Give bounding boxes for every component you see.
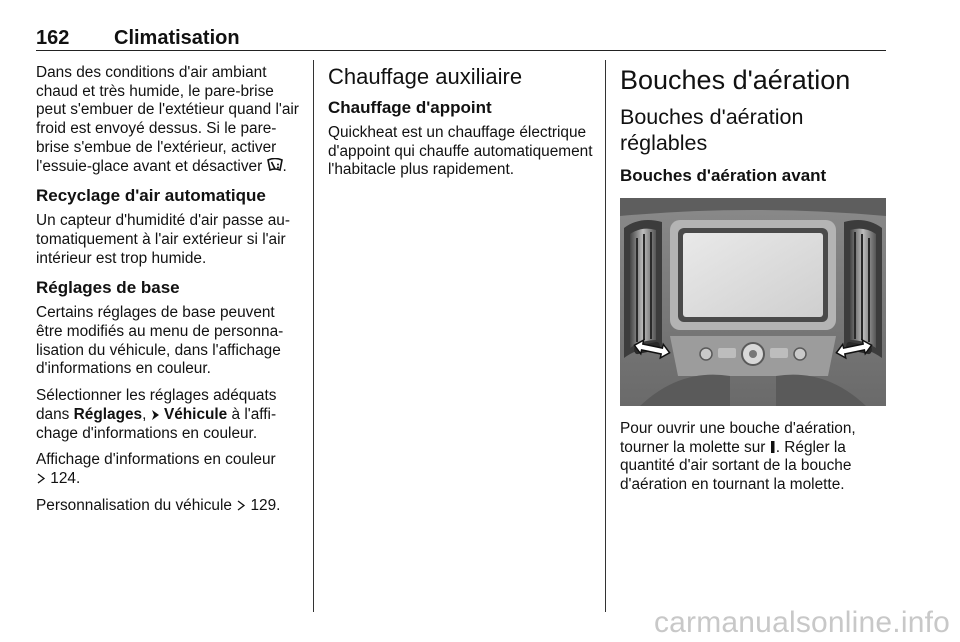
paragraph-auto-recirculation: Un capteur d'humidité d'air passe automatiquement à l'air extérieur si l'air intérieur est trop humide. bbox=[36, 212, 290, 267]
subsubheading-front-vents: Bouches d'aération avant bbox=[620, 166, 827, 185]
select-settings-end: à l'affichage d'informations en couleur. bbox=[36, 405, 277, 442]
paragraph-quickheat: Quickheat est un chauffage électrique d'appoint qui chauffe automatiquement l'habitacle plus rapidement. bbox=[328, 124, 593, 179]
reference-vehicle-personalization-text: Personnalisation du véhicule bbox=[36, 496, 232, 514]
page-reference-icon bbox=[236, 499, 246, 512]
heading-auto-recirculation: Recyclage d'air automatique bbox=[36, 186, 266, 206]
reference-color-display-page: 124. bbox=[50, 469, 81, 487]
column-divider-left bbox=[313, 60, 314, 612]
open-vent-text-end: . Régler la quantité d'air sortant de la bouche d'aération en tournant la molette. bbox=[620, 438, 852, 494]
header-rule bbox=[36, 50, 886, 51]
watermark-url: carmanualsonline.info bbox=[653, 606, 950, 639]
page-header bbox=[36, 27, 886, 51]
reference-vehicle-personalization-page: 129. bbox=[250, 496, 281, 514]
select-settings-text: Sélectionner les réglages adéquats dans bbox=[36, 387, 277, 423]
paragraph-windshield-text: Dans des conditions d'air ambiant chaud et très humide, le pare-brise peut s'embuer de l'extétieur quand l'air froid est envoyé dessus. Si le pare-brise s'embue de l'extérieur, activer l'essuie-glace avant et désactiver bbox=[36, 64, 299, 175]
paragraph-open-vent bbox=[620, 420, 886, 495]
menu-settings-label: Réglages bbox=[73, 405, 143, 423]
section-heading-auxiliary-heating: Chauffage auxiliaire bbox=[328, 64, 523, 89]
column-left bbox=[36, 64, 304, 523]
column-divider-right bbox=[605, 60, 606, 612]
reference-color-display-text: Affichage d'informations en couleur bbox=[36, 451, 276, 469]
menu-separator: , bbox=[142, 405, 147, 423]
windshield-wiper-icon bbox=[267, 158, 283, 173]
column-middle bbox=[328, 64, 596, 188]
section-heading-air-vents: Bouches d'aération bbox=[620, 65, 851, 95]
dashboard-illustration bbox=[620, 198, 886, 406]
page-number: 162 bbox=[36, 27, 70, 49]
column-right bbox=[620, 64, 886, 503]
paragraph-base-settings: Certains réglages de base peuvent être modifiés au menu de personnalisation du véhicule, dans l'affichage d'informations en couleur. bbox=[36, 304, 284, 378]
page-reference-icon bbox=[36, 472, 46, 485]
subheading-adjustable-vents: Bouches d'aération réglables bbox=[620, 105, 804, 155]
front-vents-illustration bbox=[620, 198, 886, 406]
heading-base-settings: Réglages de base bbox=[36, 278, 180, 298]
paragraph-windshield-end: . bbox=[282, 157, 287, 175]
chapter-title: Climatisation bbox=[114, 27, 240, 49]
paragraph-windshield bbox=[36, 64, 304, 176]
menu-arrow-icon bbox=[151, 409, 160, 421]
subheading-quickheat: Chauffage d'appoint bbox=[328, 98, 492, 117]
menu-vehicle-label: Véhicule bbox=[163, 405, 228, 423]
reference-color-display bbox=[36, 451, 304, 488]
open-vent-text: Pour ouvrir une bouche d'aération, tourner la molette sur bbox=[620, 420, 856, 456]
paragraph-select-settings bbox=[36, 387, 304, 443]
reference-vehicle-personalization bbox=[36, 497, 304, 516]
